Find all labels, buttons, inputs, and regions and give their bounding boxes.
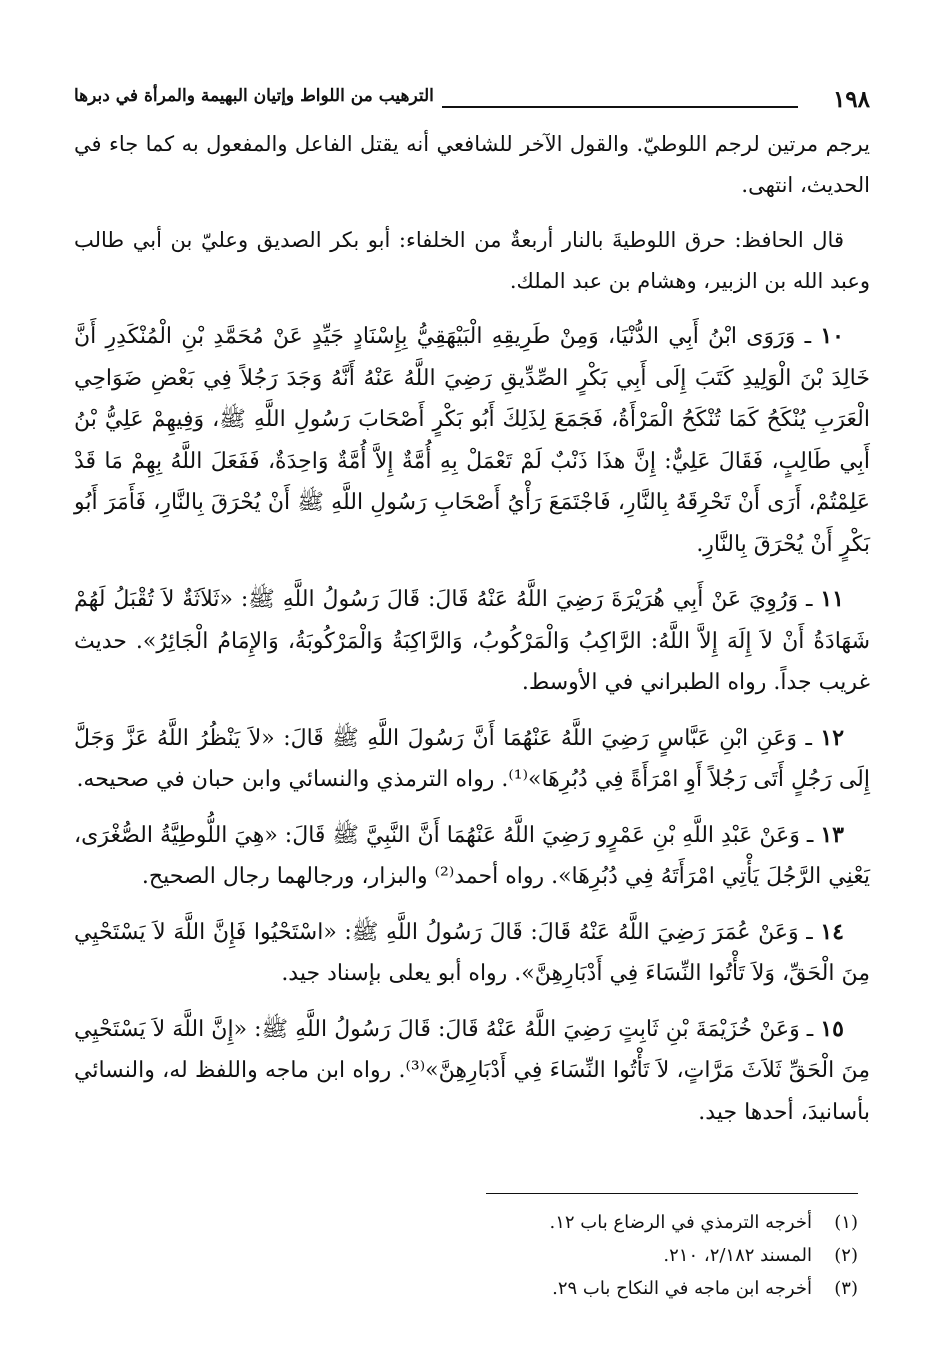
footnotes: [358, 1206, 858, 1305]
page-number: ١٩٨: [832, 86, 870, 113]
paragraph-continuation: [74, 124, 870, 206]
hadith-text: ـ وَعَنْ عُمَرَ رَضِيَ اللَّهُ عَنْهُ قَالَ: قَالَ رَسُولُ اللَّهِ ﷺ: «اسْتَحْيُوا فَإِنَّ اللَّهَ لاَ يَسْتَحْيِي مِنَ الْحَقِّ، وَلاَ تَأْتُوا النِّسَاءَ فِي أَدْبَارِهِنَّ». رواه أبو يعلى بإسناد جيد.: [74, 919, 870, 986]
hadith-number: ١٣: [820, 821, 844, 848]
footnote-text: أخرجه ابن ماجه في النكاح باب ٢٩.: [552, 1278, 812, 1299]
footnote-1: [358, 1206, 858, 1239]
page-header: [74, 82, 870, 116]
footnote-mark: (١): [834, 1212, 858, 1233]
header-rule: [442, 106, 798, 108]
hadith-text: ـ وَعَنْ عَبْدِ اللَّهِ بْنِ عَمْرٍو رَضِيَ اللَّهُ عَنْهُمَا أَنَّ النَّبِيَّ ﷺ قَالَ: «هِيَ اللُّوطِيَّةُ الصُّغْرَى، يَعْنِي الرَّجُلَ يَأْتِي امْرَأَتَهُ فِي دُبُرِهَا». رواه أحمد⁽²⁾ والبزار، ورجالهما رجال الصحيح.: [74, 822, 870, 889]
running-title: الترهيب من اللواط وإتيان البهيمة والمرأة في دبرها: [74, 86, 434, 106]
paragraph-text: قال الحافظ: حرق اللوطيةَ بالنار أربعةٌ من الخلفاء: أبو بكر الصديق وعليّ بن أبي طالب وعبد الله بن الزبير، وهشام بن عبد الملك.: [74, 228, 870, 293]
hadith-15: [74, 1009, 870, 1134]
paragraph-text: يرجم مرتين لرجم اللوطيّ. والقول الآخر للشافعي أنه يقتل الفاعل والمفعول به كما جاء في الحديث، انتهى.: [74, 132, 870, 197]
footnote-mark: (٣): [834, 1278, 858, 1299]
hadith-number: ١٠: [820, 323, 844, 349]
hadith-13: [74, 815, 870, 898]
footnote-mark: (٢): [834, 1245, 858, 1266]
hadith-text: ـ وَرَوَى ابْنُ أَبِي الدُّنْيَا، وَمِنْ طَرِيقِهِ الْبَيْهَقِيُّ بِإِسْنَادٍ جَيِّدٍ عَنْ مُحَمَّدِ بْنِ الْمُنْكَدِرِ أَنَّ خَالِدَ بْنَ الْوَلِيدِ كَتَبَ إِلَى أَبِي بَكْرٍ الصِّدِّيقِ رَضِيَ اللَّهُ عَنْهُ أَنَّهُ وَجَدَ رَجُلاً فِي بَعْضِ ضَوَاحِي الْعَرَبِ يُنْكَحُ كَمَا تُنْكَحُ الْمَرْأَةُ، فَجَمَعَ لِذَلِكَ أَبُو بَكْرٍ أَصْحَابَ رَسُولِ اللَّهِ ﷺ، وَفِيهِمْ عَلِيُّ بْنُ أَبِي طَالِبٍ، فَقَالَ عَلِيٌّ: إِنَّ هذَا ذَنْبٌ لَمْ تَعْمَلْ بِهِ أُمَّةٌ إِلاَّ أُمَّةٌ وَاحِدَةٌ، فَفَعَلَ اللَّهُ بِهِمْ مَا قَدْ عَلِمْتُمْ، أَرَى أَنْ تَحْرِقَهُ بِالنَّارِ، فَاجْتَمَعَ رَأْيُ أَصْحَابِ رَسُولِ اللَّهِ ﷺ أَنْ يُحْرَقَ بِالنَّارِ، فَأَمَرَ أَبُو بَكْرٍ أَنْ يُحْرَقَ بِالنَّارِ.: [74, 324, 870, 557]
footnote-3: [358, 1272, 858, 1305]
hadith-12: [74, 718, 870, 801]
hadith-10: [74, 316, 870, 565]
footnote-rule: [486, 1193, 858, 1194]
footnote-2: [358, 1239, 858, 1272]
hadith-number: ١٢: [820, 724, 845, 751]
hadith-text: ـ وَعَنِ ابْنِ عَبَّاسٍ رَضِيَ اللَّهُ عَنْهُمَا أَنَّ رَسُولَ اللَّهِ ﷺ قَالَ: «لاَ يَنْظُرُ اللَّهُ عَزَّ وَجَلَّ إِلَى رَجُلٍ أَتَى رَجُلاً أَوِ امْرَأَةً فِي دُبُرِهَا»⁽¹⁾. رواه الترمذي والنسائي وابن حبان في صحيحه.: [74, 725, 870, 792]
hadith-text: ـ وَرُوِيَ عَنْ أَبِي هُرَيْرَةَ رَضِيَ اللَّهُ عَنْهُ قَالَ: قَالَ رَسُولُ اللَّهِ ﷺ: «ثَلاَثَةٌ لاَ تُقْبَلُ لَهُمْ شَهَادَةُ أَنْ لاَ إِلَهَ إِلاَّ اللَّهُ: الرَّاكِبُ وَالْمَرْكُوبُ، وَالرَّاكِبَةُ وَالْمَرْكُوبَةُ، وَالإِمَامُ الْجَائِرُ». حديث غريب جداً. رواه الطبراني في الأوسط.: [74, 587, 870, 695]
hadith-text: ـ وَعَنْ خُزَيْمَةَ بْنِ ثَابِتٍ رَضِيَ اللَّهُ عَنْهُ قَالَ: قَالَ رَسُولُ اللَّهِ ﷺ: «إِنَّ اللَّهَ لاَ يَسْتَحْيِي مِنَ الْحَقِّ ثَلاَثَ مَرَّاتٍ، لاَ تَأْتُوا النِّسَاءَ فِي أَدْبَارِهِنَّ»⁽³⁾. رواه ابن ماجه واللفظ له، والنسائي بأسانيدَ، أحدها جيد.: [74, 1016, 870, 1125]
paragraph-hafiz-note: [74, 220, 870, 302]
hadith-11: [74, 579, 870, 704]
hadith-number: ١١: [820, 586, 844, 612]
hadith-number: ١٥: [820, 1015, 844, 1042]
body-text: [74, 124, 870, 1147]
footnote-text: المسند ٢/١٨٢، ٢١٠.: [663, 1245, 812, 1266]
hadith-14: [74, 912, 870, 995]
hadith-number: ١٤: [820, 918, 844, 945]
footnote-text: أخرجه الترمذي في الرضاع باب ١٢.: [549, 1212, 812, 1233]
